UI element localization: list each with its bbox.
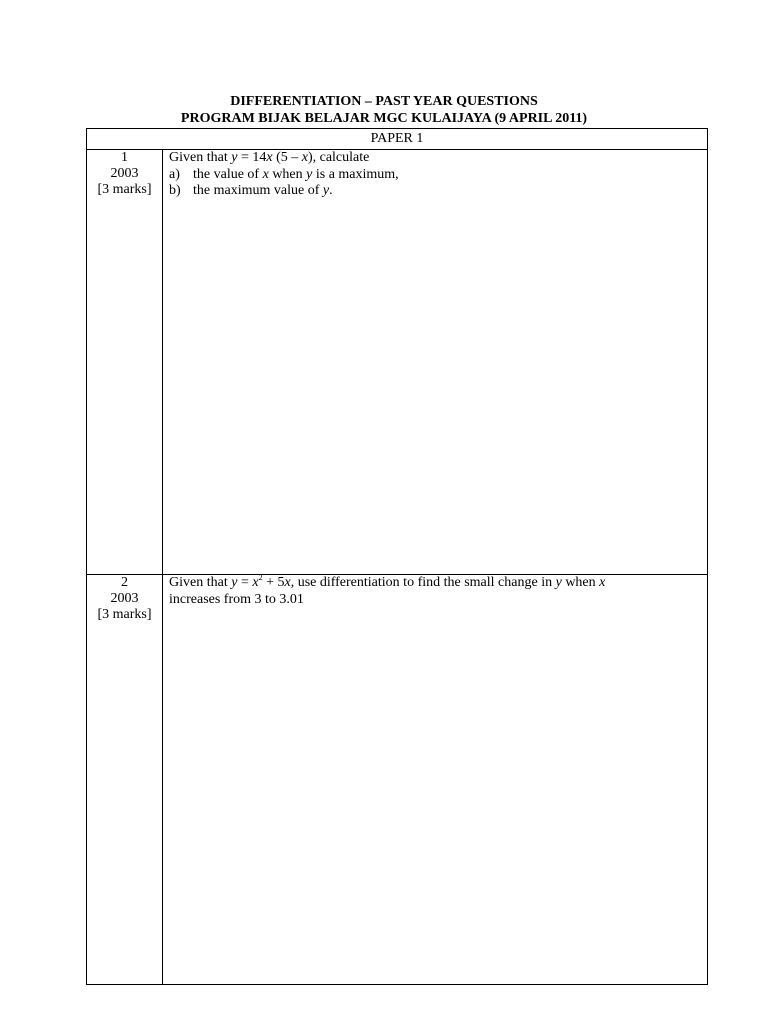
document-title: DIFFERENTIATION – PAST YEAR QUESTIONS — [230, 94, 538, 109]
question-1-stem: Given that y = 14x (5 – x), calculate — [169, 150, 370, 165]
question-2-stem-line-2: increases from 3 to 3.01 — [169, 591, 304, 607]
question-2-year: 2003 — [110, 591, 139, 606]
question-1-year: 2003 — [110, 166, 139, 181]
question-2-meta — [87, 575, 163, 985]
question-2-stem: Given that $y = x^2 + 5x$, use differentiation to find the small change in y when x — [169, 573, 606, 590]
question-1-meta — [87, 150, 163, 574]
question-table — [86, 128, 708, 985]
question-2-number: 2 — [121, 575, 128, 590]
question-row-1 — [87, 150, 707, 575]
question-row-2 — [87, 575, 707, 985]
paper-label: PAPER 1 — [87, 129, 707, 150]
question-1-body — [163, 150, 707, 574]
question-1-part-b: b) the maximum value of y. — [169, 183, 333, 198]
question-2-body — [163, 575, 707, 985]
question-1-marks: [3 marks] — [97, 182, 152, 197]
question-1-part-a: a) the value of x when y is a maximum, — [169, 166, 399, 182]
question-2-marks: [3 marks] — [97, 607, 152, 622]
question-1-number: 1 — [121, 150, 128, 165]
document-subtitle: PROGRAM BIJAK BELAJAR MGC KULAIJAYA (9 APRIL 2011) — [180, 111, 588, 126]
